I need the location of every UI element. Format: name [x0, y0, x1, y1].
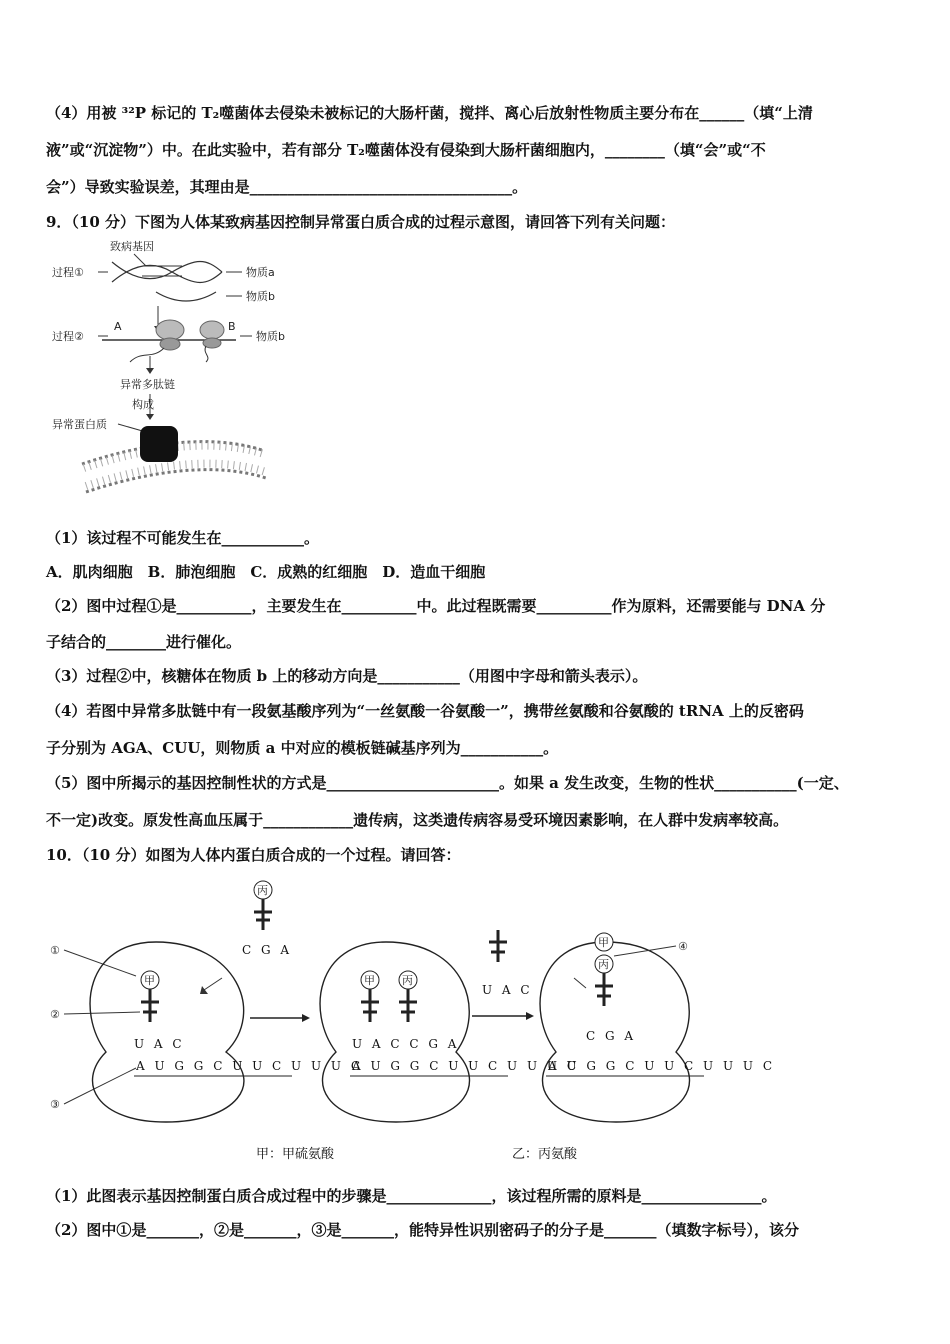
ribosome-step2	[320, 942, 469, 1122]
caption-jia: 甲：甲硫氨酸	[256, 1147, 335, 1162]
q9-s1-options: A．肌肉细胞 B．肺泡细胞 C．成熟的红细胞 D．造血干细胞	[46, 563, 486, 581]
process1-label: 过程①	[52, 266, 84, 279]
q10-figure	[46, 872, 776, 1172]
q10-s1: （1）此图表示基因控制蛋白质合成过程中的步骤是______________，该过程所需的原料是________________。	[46, 1187, 777, 1205]
q9-s4-line2: 子分别为 AGA、CUU，则物质 a 中对应的模板链碱基序列为___________。	[46, 739, 559, 757]
mrna-step1: A U G G C U U C U U U C	[136, 1059, 364, 1073]
substance-a-label: 物质a	[246, 266, 275, 279]
substance-b2-label: 物质b	[256, 330, 285, 343]
trna3-jia: 甲	[598, 936, 609, 949]
q8-p4-line1: （4）用被 ³²P 标记的 T₂噬菌体去侵染未被标记的大肠杆菌，搅拌、离心后放射性物质主要分布在______（填“上清	[46, 104, 813, 122]
trna2-jia: 甲	[364, 974, 375, 987]
membrane-bottom	[86, 470, 266, 492]
uaccga-step2: U A C C G A	[352, 1037, 460, 1051]
trna2-bing: 丙	[402, 974, 413, 987]
trna1-jia: 甲	[144, 974, 155, 987]
mrna-step3: A U G G C U U C U U U C	[548, 1059, 776, 1073]
gene-label: 致病基因	[110, 240, 154, 253]
q10-s2: （2）图中①是_______，②是_______，③是_______，能特异性识别密码子的分子是_______（填数字标号），该分	[46, 1221, 799, 1239]
cga-step3: C G A	[586, 1029, 637, 1043]
compose-label: 构成	[132, 398, 154, 411]
label-2: ②	[50, 1008, 60, 1021]
q8-p4-line2: 液”或“沉淀物”）中。在此实验中，若有部分 T₂噬菌体没有侵染到大肠杆菌细胞内，________（填“会”或“不	[46, 141, 766, 159]
q9-s1: （1）该过程不可能发生在___________。	[46, 529, 319, 547]
label-3: ③	[50, 1098, 60, 1111]
cga-top: C G A	[242, 943, 293, 957]
q8-p4-line3: 会”）导致实验误差，其理由是___________________________________。	[46, 178, 528, 196]
point-a-label: A	[114, 320, 122, 333]
q9-s3: （3）过程②中，核糖体在物质 b 上的移动方向是___________（用图中字母和箭头表示）。	[46, 667, 648, 685]
ribosome-step1	[90, 942, 244, 1122]
q9-figure	[46, 236, 306, 506]
q9-s4-line1: （4）若图中异常多肽链中有一段氨基酸序列为“一丝氨酸一谷氨酸一”，携带丝氨酸和谷氨酸的 tRNA 上的反密码	[46, 702, 804, 720]
abnormal-protein-blob	[140, 426, 178, 462]
label-1: ①	[50, 944, 60, 957]
q9-s2-line2: 子结合的________进行催化。	[46, 633, 242, 651]
dna-strand-b	[112, 265, 222, 282]
q9-s2-line1: （2）图中过程①是__________，主要发生在__________中。此过程既需要__________作为原料，还需要能与 DNA 分	[46, 597, 826, 615]
point-b-label: B	[228, 320, 236, 333]
q9-s5-line2: 不一定)改变。原发性高血压属于____________遗传病，这类遗传病容易受环境因素影响，在人群中发病率较高。	[46, 811, 789, 829]
caption-yi: 乙：丙氨酸	[512, 1147, 578, 1162]
ribosome-1	[156, 320, 184, 340]
ribosome-2	[200, 321, 224, 339]
process2-label: 过程②	[52, 330, 84, 343]
trna-top-bing: 丙	[257, 884, 268, 897]
label-4: ④	[678, 940, 688, 953]
q9-s5-line1: （5）图中所揭示的基因控制性状的方式是_______________________。如果 a 发生改变，生物的性状___________(一定、	[46, 774, 849, 792]
uac-free: U A C	[482, 983, 533, 997]
mrna-step2: A U G G C U U C U U U C	[352, 1059, 580, 1073]
q9-stem: 9．（10 分）下图为人体某致病基因控制异常蛋白质合成的过程示意图，请回答下列有关问题：	[46, 213, 676, 231]
trna3-bing: 丙	[598, 958, 609, 971]
uac-step1: U A C	[134, 1037, 185, 1051]
abnormal-protein-label: 异常蛋白质	[52, 418, 107, 431]
q10-stem: 10．（10 分）如图为人体内蛋白质合成的一个过程。请回答：	[46, 846, 461, 864]
mrna-strand	[156, 292, 216, 301]
abnormal-chain-label: 异常多肽链	[120, 378, 175, 391]
substance-b1-label: 物质b	[246, 290, 275, 303]
